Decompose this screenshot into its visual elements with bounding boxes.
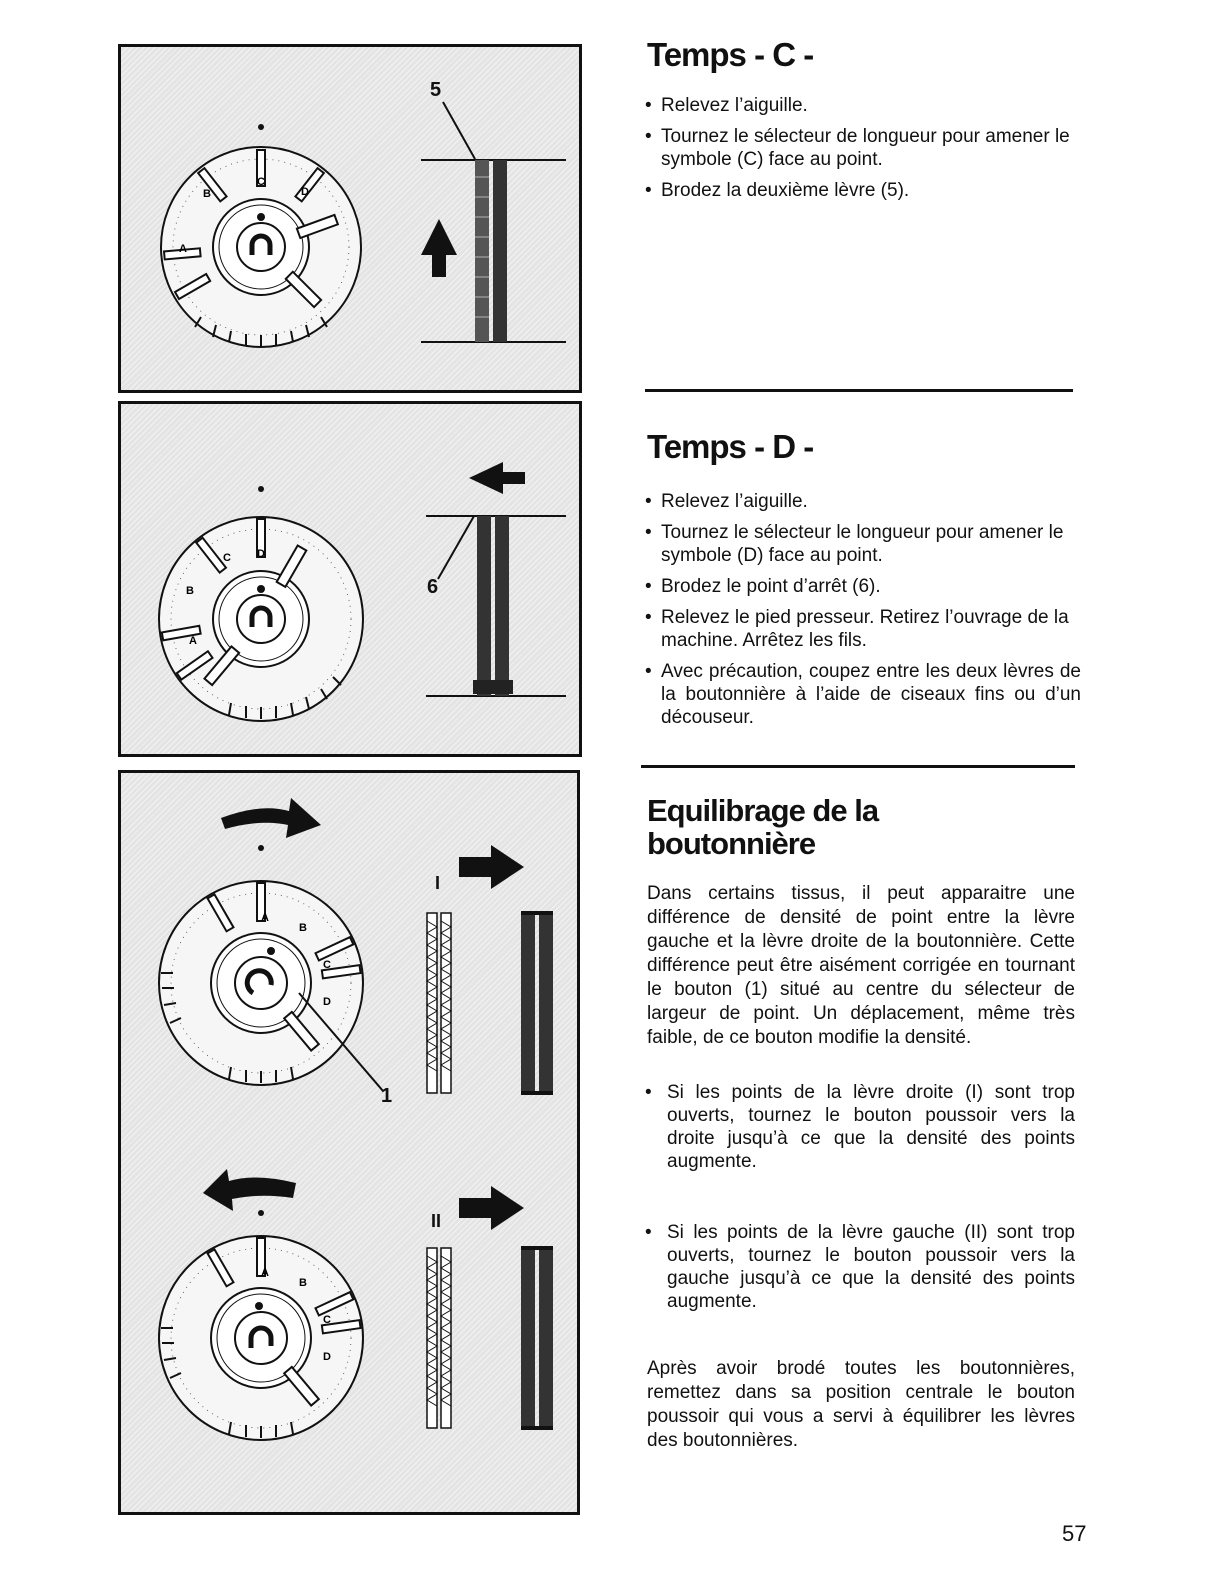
heading-equilibrage <box>647 794 878 860</box>
list-item: • Brodez la deuxième lèvre (5). <box>645 179 1085 202</box>
svg-text:D: D <box>323 996 331 1008</box>
heading-equilibrage-line1: Equilibrage de la <box>647 793 879 828</box>
list-temps-d <box>645 490 1081 737</box>
mark-right-lip: I <box>435 873 441 893</box>
svg-text:A: A <box>261 912 269 924</box>
figure-temps-d <box>118 401 582 757</box>
svg-text:B: B <box>203 188 211 200</box>
svg-text:A: A <box>189 635 197 647</box>
svg-text:C: C <box>323 1314 331 1326</box>
svg-text:D: D <box>301 186 309 198</box>
heading-equilibrage-line2: boutonnière <box>647 826 816 861</box>
divider <box>641 765 1075 768</box>
list-item: • Si les points de la lèvre droite (I) sont trop ouverts, tournez le bouton poussoir vers la droite jusqu’à ce que la densité des points augmente. <box>645 1081 1075 1173</box>
list-temps-c <box>645 94 1085 210</box>
svg-text:D: D <box>323 1351 331 1363</box>
callout-5: 5 <box>430 79 442 101</box>
svg-text:A: A <box>179 243 187 255</box>
list-item: • Tournez le sélecteur le longueur pour amener le symbole (D) face au point. <box>645 521 1081 567</box>
svg-text:B: B <box>299 922 307 934</box>
heading-temps-c: Temps - C - <box>647 36 814 73</box>
list-item: • Brodez le point d’arrêt (6). <box>645 575 1081 598</box>
svg-text:C: C <box>223 552 231 564</box>
figure-temps-d-drawing <box>121 404 582 757</box>
svg-text:D: D <box>257 548 265 560</box>
svg-text:C: C <box>323 959 331 971</box>
svg-text:C: C <box>257 176 265 188</box>
list-item: • Tournez le sélecteur de longueur pour amener le symbole (C) face au point. <box>645 125 1085 171</box>
svg-text:A: A <box>261 1267 269 1279</box>
balance-closing: Après avoir brodé toutes les boutonnières, remettez dans sa position centrale le bouton poussoir qui vous a servi à équilibrer les lèvres des boutonnières. <box>647 1358 1075 1451</box>
divider <box>645 389 1073 392</box>
list-item: • Si les points de la lèvre gauche (II) sont trop ouverts, tournez le bouton poussoir vers la gauche jusqu’à ce que la densité des points augmente. <box>645 1221 1075 1313</box>
mark-left-lip: II <box>431 1211 442 1231</box>
figure-temps-c-drawing <box>121 47 582 393</box>
page-number: 57 <box>1062 1521 1087 1546</box>
callout-6: 6 <box>427 576 439 598</box>
list-item: • Avec précaution, coupez entre les deux lèvres de la boutonnière à l’aide de ciseaux fins ou d’un découseur. <box>645 660 1081 729</box>
list-item: • Relevez l’aiguille. <box>645 94 1085 117</box>
svg-text:B: B <box>299 1277 307 1289</box>
figure-equilibrage <box>118 770 580 1515</box>
list-item: • Relevez le pied presseur. Retirez l’ouvrage de la machine. Arrêtez les fils. <box>645 606 1081 652</box>
list-balance-left <box>645 1221 1075 1321</box>
figure-temps-c <box>118 44 582 393</box>
figure-equilibrage-drawing <box>121 773 580 1515</box>
balance-intro: Dans certains tissus, il peut apparaitre une différence de densité de point entre la lèvre gauche et la lèvre droite de la boutonnière. Cette différence peut être aisément corrigée en tournant le bouton (1) situé au centre du sélecteur de largeur de point. Un déplacement, même très faible, de ce bouton modifie la densité. <box>647 883 1075 1048</box>
heading-temps-d: Temps - D - <box>647 428 814 465</box>
svg-text:B: B <box>186 585 194 597</box>
list-item: • Relevez l’aiguille. <box>645 490 1081 513</box>
list-balance-right <box>645 1081 1075 1181</box>
callout-1: 1 <box>381 1085 393 1107</box>
